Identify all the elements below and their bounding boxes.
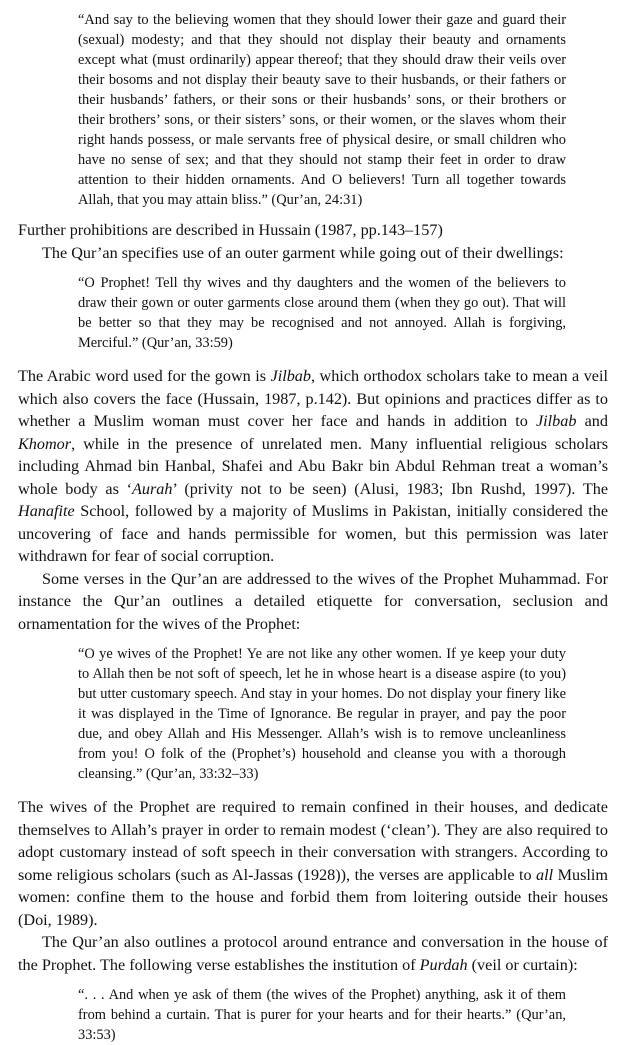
italic-term-jilbab: Jilbab [535,412,577,430]
block-quote-33-59: “O Prophet! Tell thy wives and thy daughters and the women of the believers to draw their gown or outer garments close around them (when they go out). That will be better so that they may be recognised and not annoyed. Allah is forgiving, Merciful.” (Qur’an, 33:59) [78,275,566,351]
paragraph-outer-garment: The Qur’an specifies use of an outer garment while going out of their dwellings: [42,243,564,262]
text-run: The Arabic word used for the gown is [18,367,271,385]
text-run: and [576,412,608,430]
text-run: ’ (privity not to be seen) (Alusi, 1983; Ibn Rushd, 1997). The [172,479,609,498]
italic-term-jilbab: Jilbab [270,367,311,385]
italic-term-purdah: Purdah [419,955,468,974]
text-run: School, followed by a majority of Muslims in Pakistan, initially considered the uncovering of face and hands permissible for women, but this permission was later withdrawn for fear of social corruption. [18,502,608,565]
paragraph-jilbab [18,365,608,568]
text-run: , which orthodox scholars take to mean a veil which also covers the face (Hussain, 1987, p.142). But opinions and practices differ as to whether a Muslim woman must cover her face and hands in addition to [18,367,608,430]
paragraph-purdah [18,931,608,976]
italic-term-khomor: Khomor [18,434,72,453]
text-run: , while in the presence of unrelated men. Many influential religious scholars including Ahmad bin Hanbal, Shafei and Abu Bakr bin Abdul Rehman treat a woman’s whole body as ‘ [18,434,608,498]
italic-term-all: all [536,865,554,884]
italic-term-hanafite: Hanafite [18,502,75,520]
text-run: (veil or curtain): [467,955,578,974]
italic-term-aurah: Aurah [132,479,173,498]
block-quote-24-31: “And say to the believing women that they should lower their gaze and guard their (sexual) modesty; and that they should not display their beauty and ornaments except what (must ordinarily) appear thereof; that they should draw their veils over their bosoms and not display their beauty save to their husbands, or their fathers or their husbands’ fathers, or their sons or their husbands’ sons, or their brothers or their brothers’ sons, or their sisters’ sons, or their women, or the slaves whom their right hands possess, or male servants free of physical desire, or small children who have no sense of sex; and that they should not stamp their feet in order to draw attention to their hidden ornaments. And O believers! Turn all together towards Allah, that you may attain bliss.” (Qur’an, 24:31) [78,12,566,208]
block-quote-33-53: “. . . And when ye ask of them (the wives of the Prophet) anything, ask it of them from behind a curtain. That is purer for your hearts and for their hearts.” (Qur’an, 33:53) [78,987,566,1043]
text-run: The wives of the Prophet are required to remain confined in their houses, and dedicate themselves to Allah’s prayer in order to remain modest (‘clean’). They are also required to adopt customary instead of soft speech in their conversation with strangers. According to some religious scholars (such as Al-Jassas (1928)), the verses are applicable to [18,798,608,884]
paragraph-further-prohibitions: Further prohibitions are described in Hussain (1987, pp.143–157) [18,221,443,239]
block-quote-33-32-33: “O ye wives of the Prophet! Ye are not like any other women. If ye keep your duty to Allah then be not soft of speech, let he in whose heart is a disease aspire (to you) but utter customary speech. And stay in your homes. Do not display your finery like it was displayed in the Time of Ignorance. Be regular in prayer, and pay the poor due, and obey Allah and His Messenger. Allah’s wish is to remove uncleanliness from you! O folk of the (Prophet’s) household and cleanse you with a thorough cleansing.” (Qur’an, 33:32–33) [78,646,566,782]
document-page [18,10,608,1045]
text-run: The Qur’an also outlines a protocol around entrance and conversation in the house of the Prophet. The following verse establishes the institution of [18,933,608,974]
paragraph-wives-of-prophet: Some verses in the Qur’an are addressed to the wives of the Prophet Muhammad. For instance the Qur’an outlines a detailed etiquette for conversation, seclusion and ornamentation for the wives of the Prophet: [18,569,608,633]
paragraph-confined [18,796,608,931]
text-run: Muslim women: confine them to the house and forbid them from loitering outside their houses (Doi, 1989). [18,865,608,929]
